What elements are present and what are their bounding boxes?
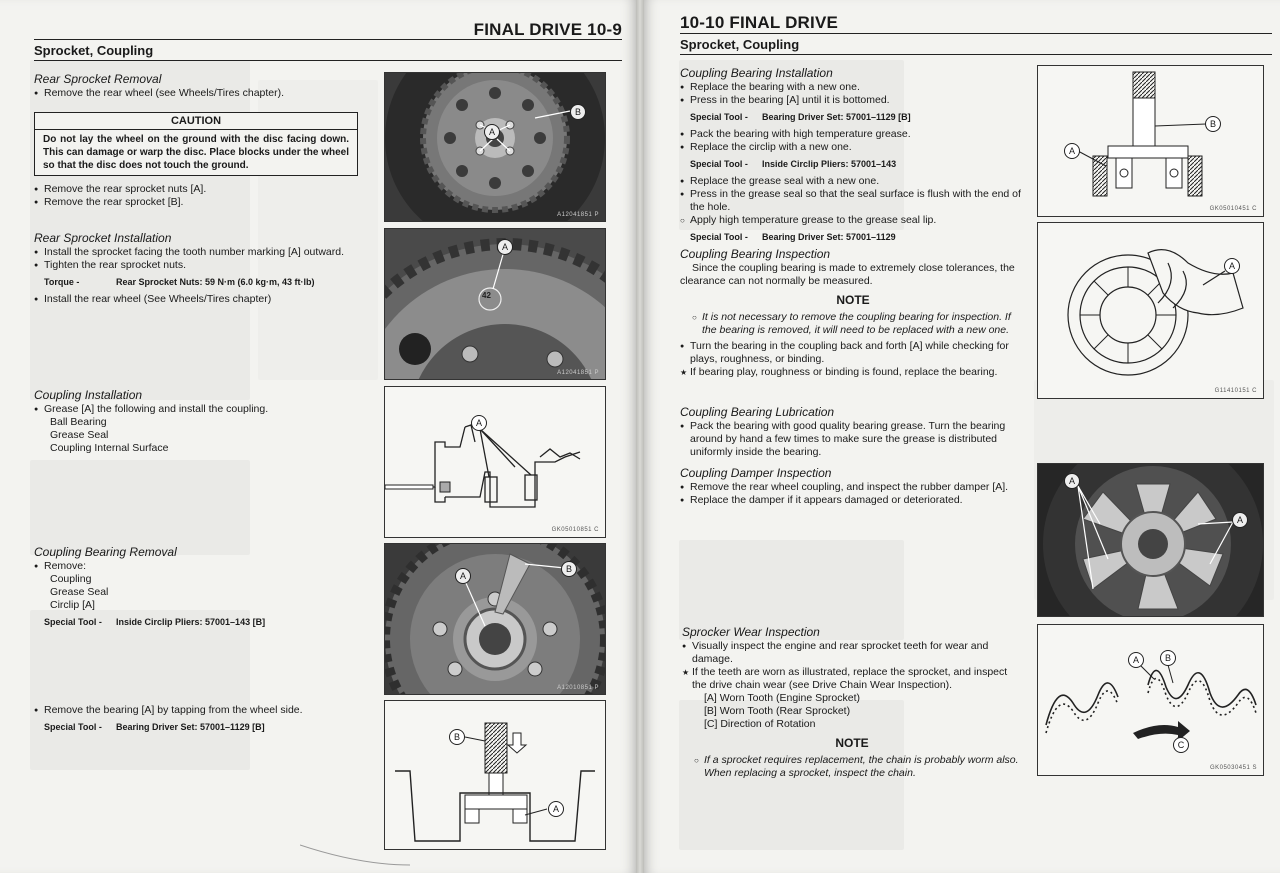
step: ● Install the rear wheel (See Wheels/Tires chapter) xyxy=(34,293,379,306)
callout-b: B xyxy=(1205,116,1221,132)
figure-code: A12010851 P xyxy=(557,685,599,691)
rear-sprocket-removal xyxy=(34,73,364,100)
legend-item: [B] Worn Tooth (Rear Sprocket) xyxy=(704,705,851,717)
step: ● Grease [A] the following and install the coupling. xyxy=(34,403,364,416)
torque-label: Torque - xyxy=(44,277,80,287)
figure-code: GK05030451 S xyxy=(1209,765,1257,771)
tool-value: Bearing Driver Set: 57001–1129 [B] xyxy=(116,722,265,732)
note-title: NOTE xyxy=(836,293,870,307)
rear-sprocket-installation xyxy=(34,232,379,306)
step: ● Tighten the rear sprocket nuts. xyxy=(34,259,379,272)
subsection-title: Rear Sprocket Removal xyxy=(34,72,162,86)
subsection-title: Coupling Bearing Lubrication xyxy=(680,405,835,419)
callout-a: A xyxy=(1224,258,1240,274)
step: ● Remove the rear sprocket [B]. xyxy=(34,196,364,209)
step: ● Remove: xyxy=(34,560,374,573)
tool-value: Inside Circlip Pliers: 57001–143 xyxy=(762,159,897,169)
coupling-bearing-removal-2 xyxy=(34,704,374,738)
figure-bearing-driver xyxy=(384,700,606,850)
coupling-bearing-removal xyxy=(34,546,374,633)
step: ● Remove the rear wheel coupling, and inspect the rubber damper [A]. xyxy=(680,481,1026,494)
coupling-bearing-installation xyxy=(680,67,1026,248)
callout-a: A xyxy=(548,801,564,817)
section-rule xyxy=(680,54,1272,55)
caution-box xyxy=(34,112,358,176)
special-tool xyxy=(44,721,374,734)
figure-worn-teeth xyxy=(1037,624,1264,776)
figure-code: GK05010451 C xyxy=(1209,206,1257,212)
list-item: Ball Bearing xyxy=(50,416,107,428)
figure-code: A12041851 P xyxy=(557,370,599,376)
left-page xyxy=(0,0,636,873)
special-tool xyxy=(44,616,374,629)
tool-label: Special Tool - xyxy=(690,232,748,242)
header-rule xyxy=(680,33,1272,34)
section-title: Sprocket, Coupling xyxy=(680,37,800,52)
list-item: Grease Seal xyxy=(50,429,109,441)
special-tool xyxy=(690,158,1026,171)
paragraph: Since the coupling bearing is made to extremely close tolerances, the clearance can not normally be measured. xyxy=(680,262,1015,287)
bearing-driver-diagram xyxy=(385,701,605,849)
callout-b: B xyxy=(449,729,465,745)
coupling-grease-diagram xyxy=(385,387,605,537)
figure-coupling-grease xyxy=(384,386,606,538)
subsection-title: Coupling Bearing Inspection xyxy=(680,247,831,261)
step: ● Visually inspect the engine and rear sprocket teeth for wear and damage. xyxy=(682,640,1022,666)
list-item: Grease Seal xyxy=(50,586,109,598)
tool-value: Inside Circlip Pliers: 57001–143 [B] xyxy=(116,617,266,627)
legend-item: [C] Direction of Rotation xyxy=(704,718,816,730)
page-header: 10-10 FINAL DRIVE xyxy=(680,13,839,32)
note-text: ○ It is not necessary to remove the coupling bearing for inspection. If the bearing is removed, it will need to be replaced with a new one. xyxy=(680,311,1026,337)
figure-rubber-damper xyxy=(1037,463,1264,617)
step: ● Replace the grease seal with a new one. xyxy=(680,175,1026,188)
section-rule xyxy=(34,60,622,61)
callout-a: A xyxy=(1232,512,1248,528)
figure-circlip-removal xyxy=(384,543,606,695)
step: ● Replace the circlip with a new one. xyxy=(680,141,1026,154)
bleed-through-shadow xyxy=(30,60,250,400)
sprocket-marking-photo xyxy=(385,229,605,379)
tooth-number-marking: 42 xyxy=(482,291,491,300)
step: ● Pack the bearing with high temperature grease. xyxy=(680,128,1026,141)
page-header: FINAL DRIVE 10-9 xyxy=(473,20,622,39)
step: ★ If the teeth are worn as illustrated, replace the sprocket, and inspect the drive chain wear (see Drive Chain Wear Inspection). xyxy=(682,666,1022,692)
note-text: ○ If a sprocket requires replacement, the chain is probably worm also. When replacing a sprocket, inspect the chain. xyxy=(682,754,1022,780)
coupling-damper-inspection xyxy=(680,467,1026,507)
tool-label: Special Tool - xyxy=(44,722,102,732)
tool-value: Bearing Driver Set: 57001–1129 [B] xyxy=(762,112,911,122)
step: ● Press in the grease seal so that the seal surface is flush with the end of the hole. xyxy=(680,188,1026,214)
tool-label: Special Tool - xyxy=(690,112,748,122)
legend-item: [A] Worn Tooth (Engine Sprocket) xyxy=(704,692,861,704)
torque-spec xyxy=(44,276,379,289)
rear-sprocket-removal-steps xyxy=(34,183,364,209)
tool-value: Bearing Driver Set: 57001–1129 xyxy=(762,232,896,242)
step: ● Remove the rear wheel (see Wheels/Tires chapter). xyxy=(34,87,364,100)
list-item: Circlip [A] xyxy=(50,599,95,611)
caution-text: Do not lay the wheel on the ground with the disc facing down. This can damage or warp the disc. Place blocks under the wheel so that the disc does not touch the ground. xyxy=(43,134,349,171)
coupling-installation xyxy=(34,389,364,455)
step: ★ If bearing play, roughness or binding is found, replace the bearing. xyxy=(680,366,1026,379)
sprocket-photo xyxy=(385,73,605,221)
bearing-press-diagram xyxy=(1038,66,1263,216)
step: ● Replace the damper if it appears damaged or deteriorated. xyxy=(680,494,1026,507)
callout-b: B xyxy=(561,561,577,577)
coupling-bearing-inspection xyxy=(680,248,1026,379)
callout-c: C xyxy=(1173,737,1189,753)
tool-label: Special Tool - xyxy=(44,617,102,627)
special-tool xyxy=(690,111,1026,124)
subsection-title: Coupling Damper Inspection xyxy=(680,466,832,480)
figure-tooth-marking xyxy=(384,228,606,380)
header-rule xyxy=(34,39,622,40)
figure-code: G11410151 C xyxy=(1214,388,1257,394)
note-title: NOTE xyxy=(835,736,869,750)
list-item: Coupling Internal Surface xyxy=(50,442,169,454)
step: ● Remove the bearing [A] by tapping from the wheel side. xyxy=(34,704,374,717)
subsection-title: Sprocker Wear Inspection xyxy=(682,625,820,639)
subsection-title: Coupling Installation xyxy=(34,388,143,402)
callout-a: A xyxy=(484,124,500,140)
figure-bearing-press xyxy=(1037,65,1264,217)
callout-a: A xyxy=(1128,652,1144,668)
figure-code: A12041851 P xyxy=(557,212,599,218)
subsection-title: Rear Sprocket Installation xyxy=(34,231,172,245)
callout-b: B xyxy=(570,104,586,120)
bleed-through-shadow xyxy=(30,610,250,770)
sprocket-wear-inspection xyxy=(682,626,1022,780)
callout-a: A xyxy=(497,239,513,255)
callout-a: A xyxy=(471,415,487,431)
subsection-title: Coupling Bearing Installation xyxy=(680,66,833,80)
special-tool xyxy=(690,231,1026,244)
worn-teeth-diagram xyxy=(1038,625,1263,775)
step: ● Pack the bearing with good quality bearing grease. Turn the bearing around by hand a few times to make sure the grease is distributed uniformly inside the bearing. xyxy=(680,420,1026,459)
coupling-bearing-lubrication xyxy=(680,406,1026,459)
bleed-through-shadow xyxy=(30,460,250,555)
step: ● Press in the bearing [A] until it is bottomed. xyxy=(680,94,1026,107)
caution-title: CAUTION xyxy=(35,113,357,130)
step: ○ Apply high temperature grease to the grease seal lip. xyxy=(680,214,1026,227)
book-gutter xyxy=(636,0,644,873)
page-curl-mark xyxy=(300,840,420,870)
bearing-turn-diagram xyxy=(1038,223,1263,398)
callout-a: A xyxy=(455,568,471,584)
step: ● Remove the rear sprocket nuts [A]. xyxy=(34,183,364,196)
section-title: Sprocket, Coupling xyxy=(34,43,154,58)
list-item: Coupling xyxy=(50,573,92,585)
tool-label: Special Tool - xyxy=(690,159,748,169)
callout-a: A xyxy=(1064,473,1080,489)
right-page xyxy=(644,0,1280,873)
step: ● Install the sprocket facing the tooth number marking [A] outward. xyxy=(34,246,379,259)
step: ● Turn the bearing in the coupling back and forth [A] while checking for plays, roughness, or binding. xyxy=(680,340,1026,366)
figure-code: GK05010851 C xyxy=(551,527,599,533)
callout-b: B xyxy=(1160,650,1176,666)
torque-value: Rear Sprocket Nuts: 59 N·m (6.0 kg·m, 43 ft·lb) xyxy=(116,277,315,287)
figure-sprocket-removal xyxy=(384,72,606,222)
subsection-title: Coupling Bearing Removal xyxy=(34,545,177,559)
figure-bearing-turn xyxy=(1037,222,1264,399)
callout-a: A xyxy=(1064,143,1080,159)
step: ● Replace the bearing with a new one. xyxy=(680,81,1026,94)
